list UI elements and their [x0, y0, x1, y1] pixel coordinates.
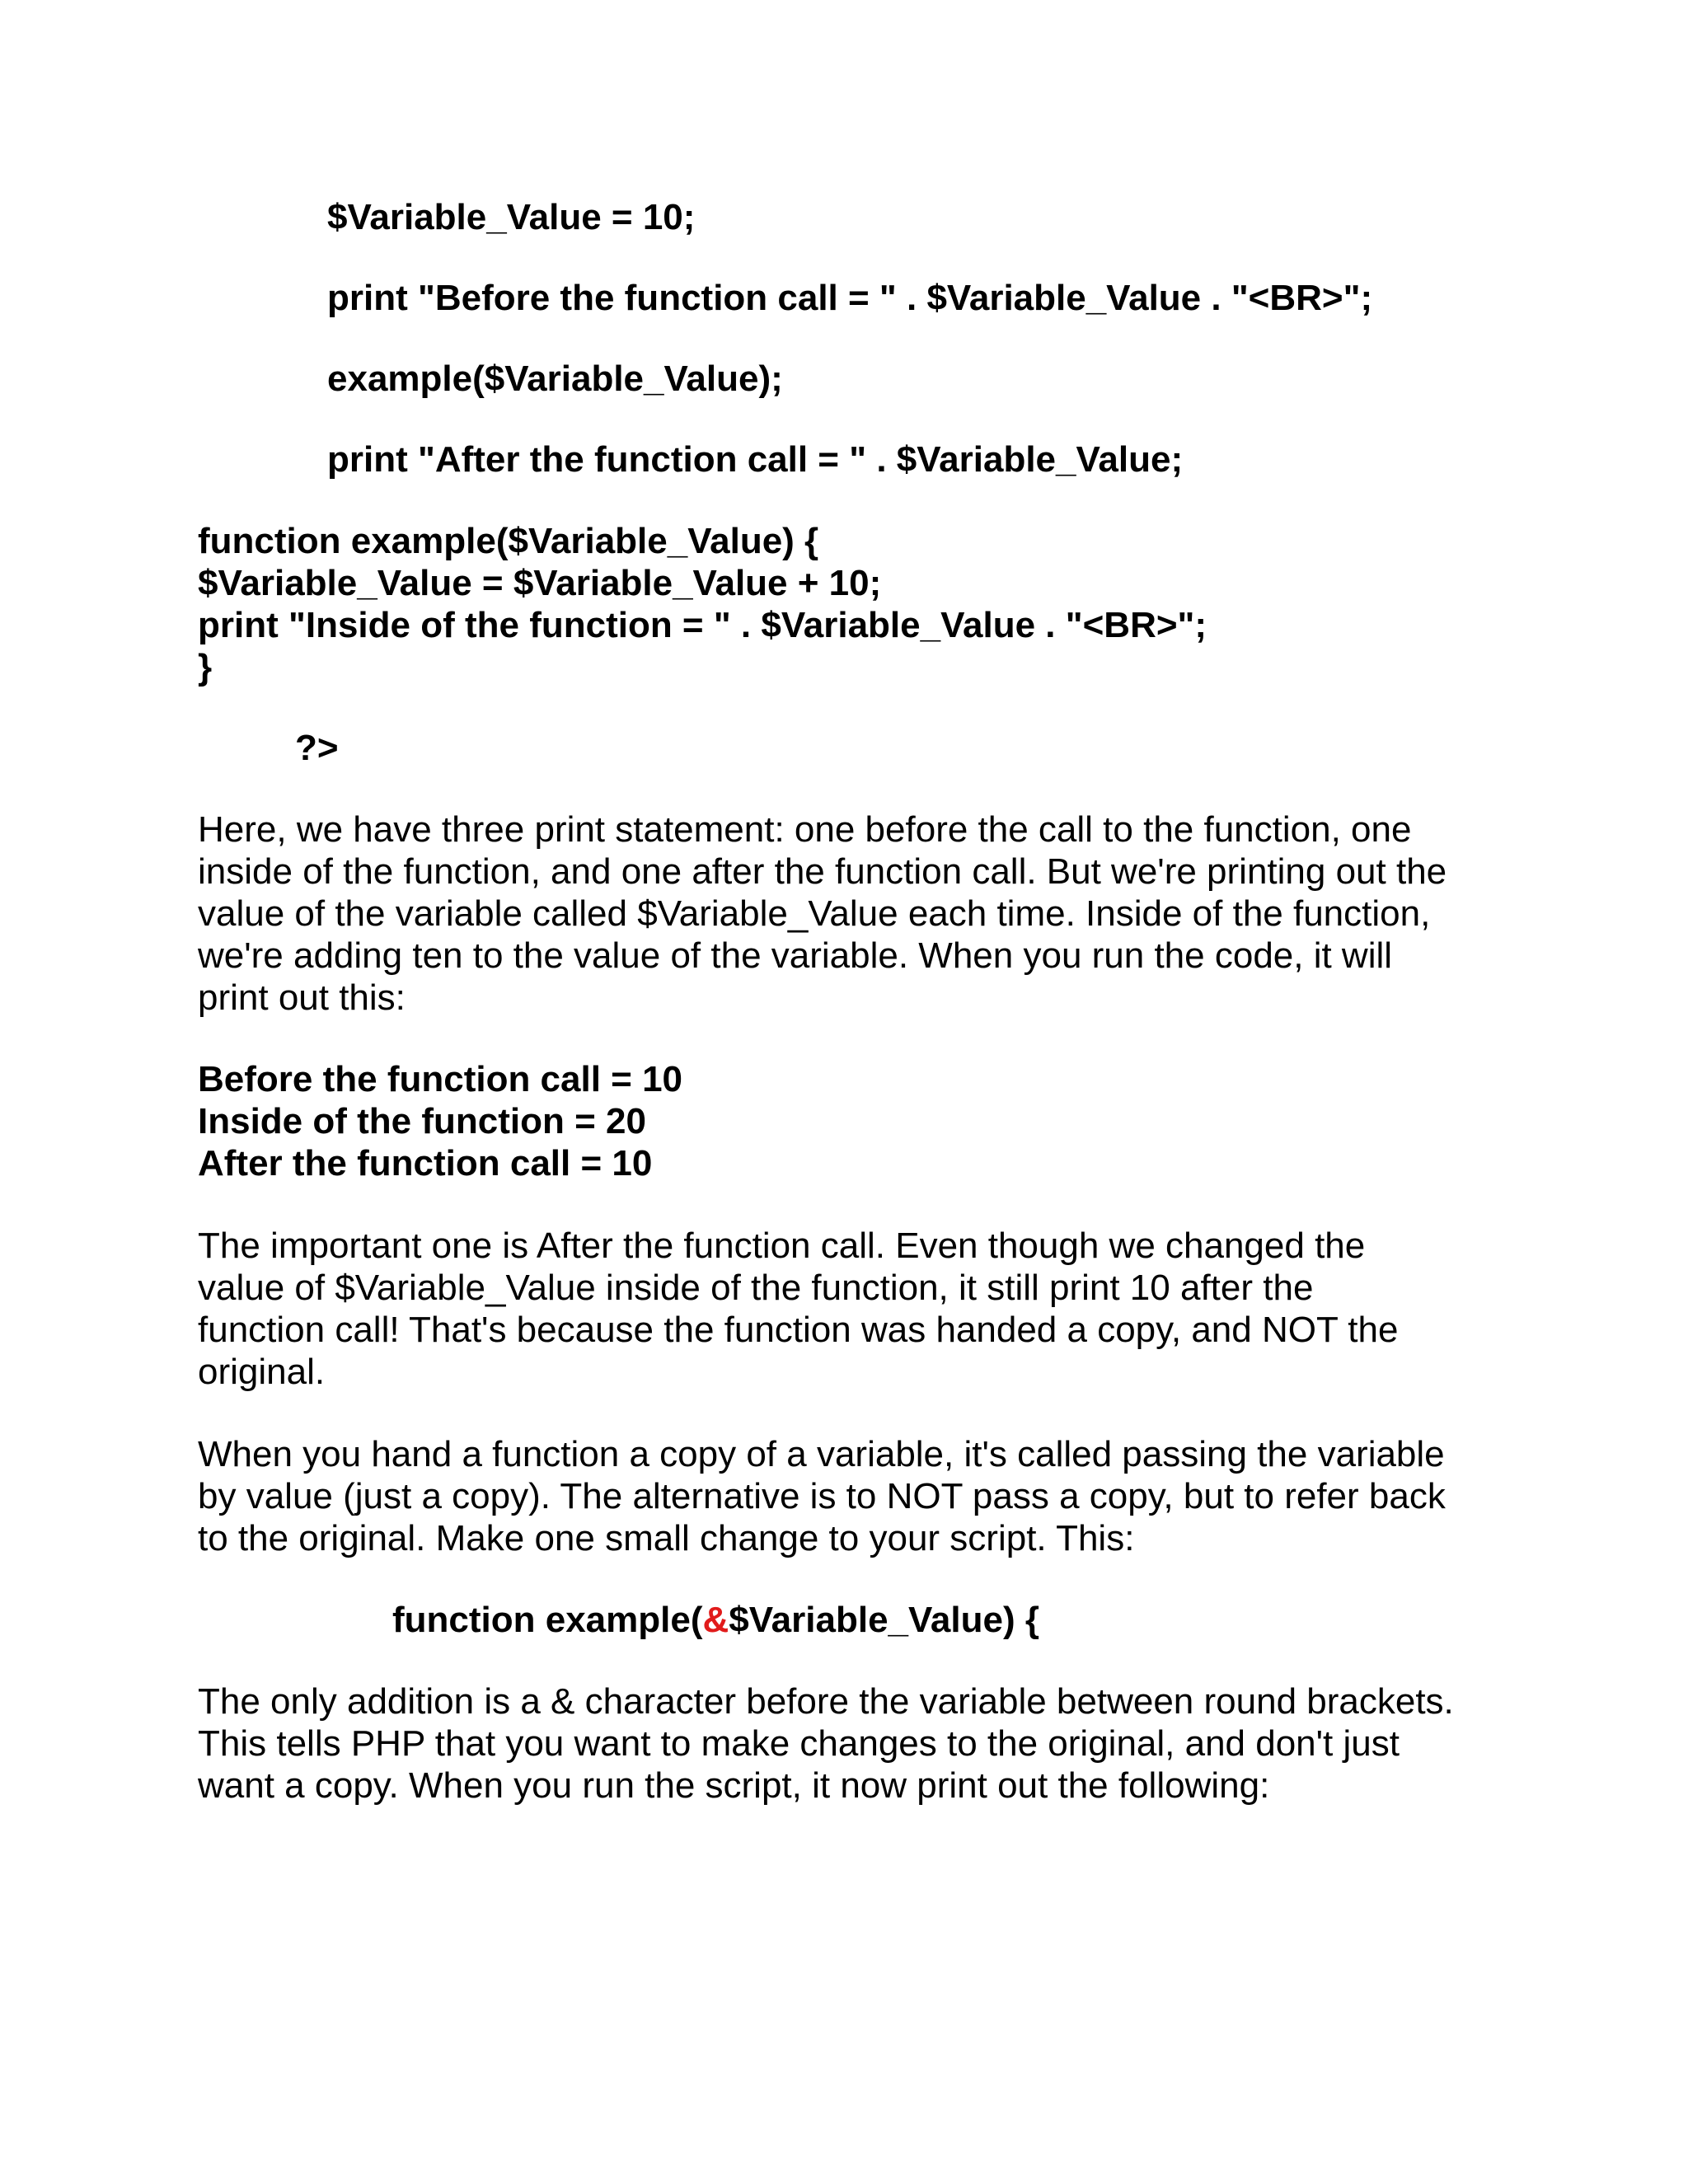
para1-line-2: inside of the function, and one after the function call. But we're printing out the	[198, 851, 1447, 892]
code-line-print-before: print "Before the function call = " . $Variable_Value . "<BR>";	[327, 278, 1373, 318]
output-line-before: Before the function call = 10	[198, 1059, 683, 1099]
para4-line-1: The only addition is a & character before the variable between round brackets.	[198, 1681, 1454, 1722]
para1-line-3: value of the variable called $Variable_Value each time. Inside of the function,	[198, 893, 1431, 934]
para4-line-2: This tells PHP that you want to make changes to the original, and don't just	[198, 1723, 1400, 1764]
ref-code-ampersand: &	[702, 1600, 729, 1640]
code-line-print-after: print "After the function call = " . $Variable_Value;	[327, 439, 1184, 480]
para3-line-1: When you hand a function a copy of a variable, it's called passing the variable	[198, 1434, 1445, 1474]
ref-code-line	[392, 1599, 1039, 1642]
para2-line-1: The important one is After the function call. Even though we changed the	[198, 1226, 1366, 1266]
para1-line-1: Here, we have three print statement: one before the call to the function, one	[198, 809, 1412, 850]
para2-line-2: value of $Variable_Value inside of the function, it still print 10 after the	[198, 1268, 1314, 1308]
function-line-print: print "Inside of the function = " . $Variable_Value . "<BR>";	[198, 605, 1207, 645]
ref-code-after: $Variable_Value) {	[729, 1600, 1039, 1640]
code-line-assign: $Variable_Value = 10;	[327, 197, 696, 237]
function-line-signature: function example($Variable_Value) {	[198, 521, 819, 561]
para2-line-4: original.	[198, 1352, 326, 1392]
code-line-call: example($Variable_Value);	[327, 359, 783, 399]
output-line-inside: Inside of the function = 20	[198, 1101, 646, 1141]
para3-line-2: by value (just a copy). The alternative is to NOT pass a copy, but to refer back	[198, 1476, 1446, 1516]
para4-line-3: want a copy. When you run the script, it now print out the following:	[198, 1765, 1270, 1806]
function-line-add: $Variable_Value = $Variable_Value + 10;	[198, 563, 882, 603]
php-close-tag: ?>	[295, 728, 339, 768]
function-line-close: }	[198, 647, 213, 687]
para3-line-3: to the original. Make one small change to your script. This:	[198, 1518, 1135, 1558]
para1-line-5: print out this:	[198, 977, 406, 1018]
para1-line-4: we're adding ten to the value of the variable. When you run the code, it will	[198, 935, 1393, 976]
para2-line-3: function call! That's because the function was handed a copy, and NOT the	[198, 1310, 1399, 1350]
ref-code-before: function example(	[392, 1600, 703, 1640]
output-line-after: After the function call = 10	[198, 1143, 653, 1183]
